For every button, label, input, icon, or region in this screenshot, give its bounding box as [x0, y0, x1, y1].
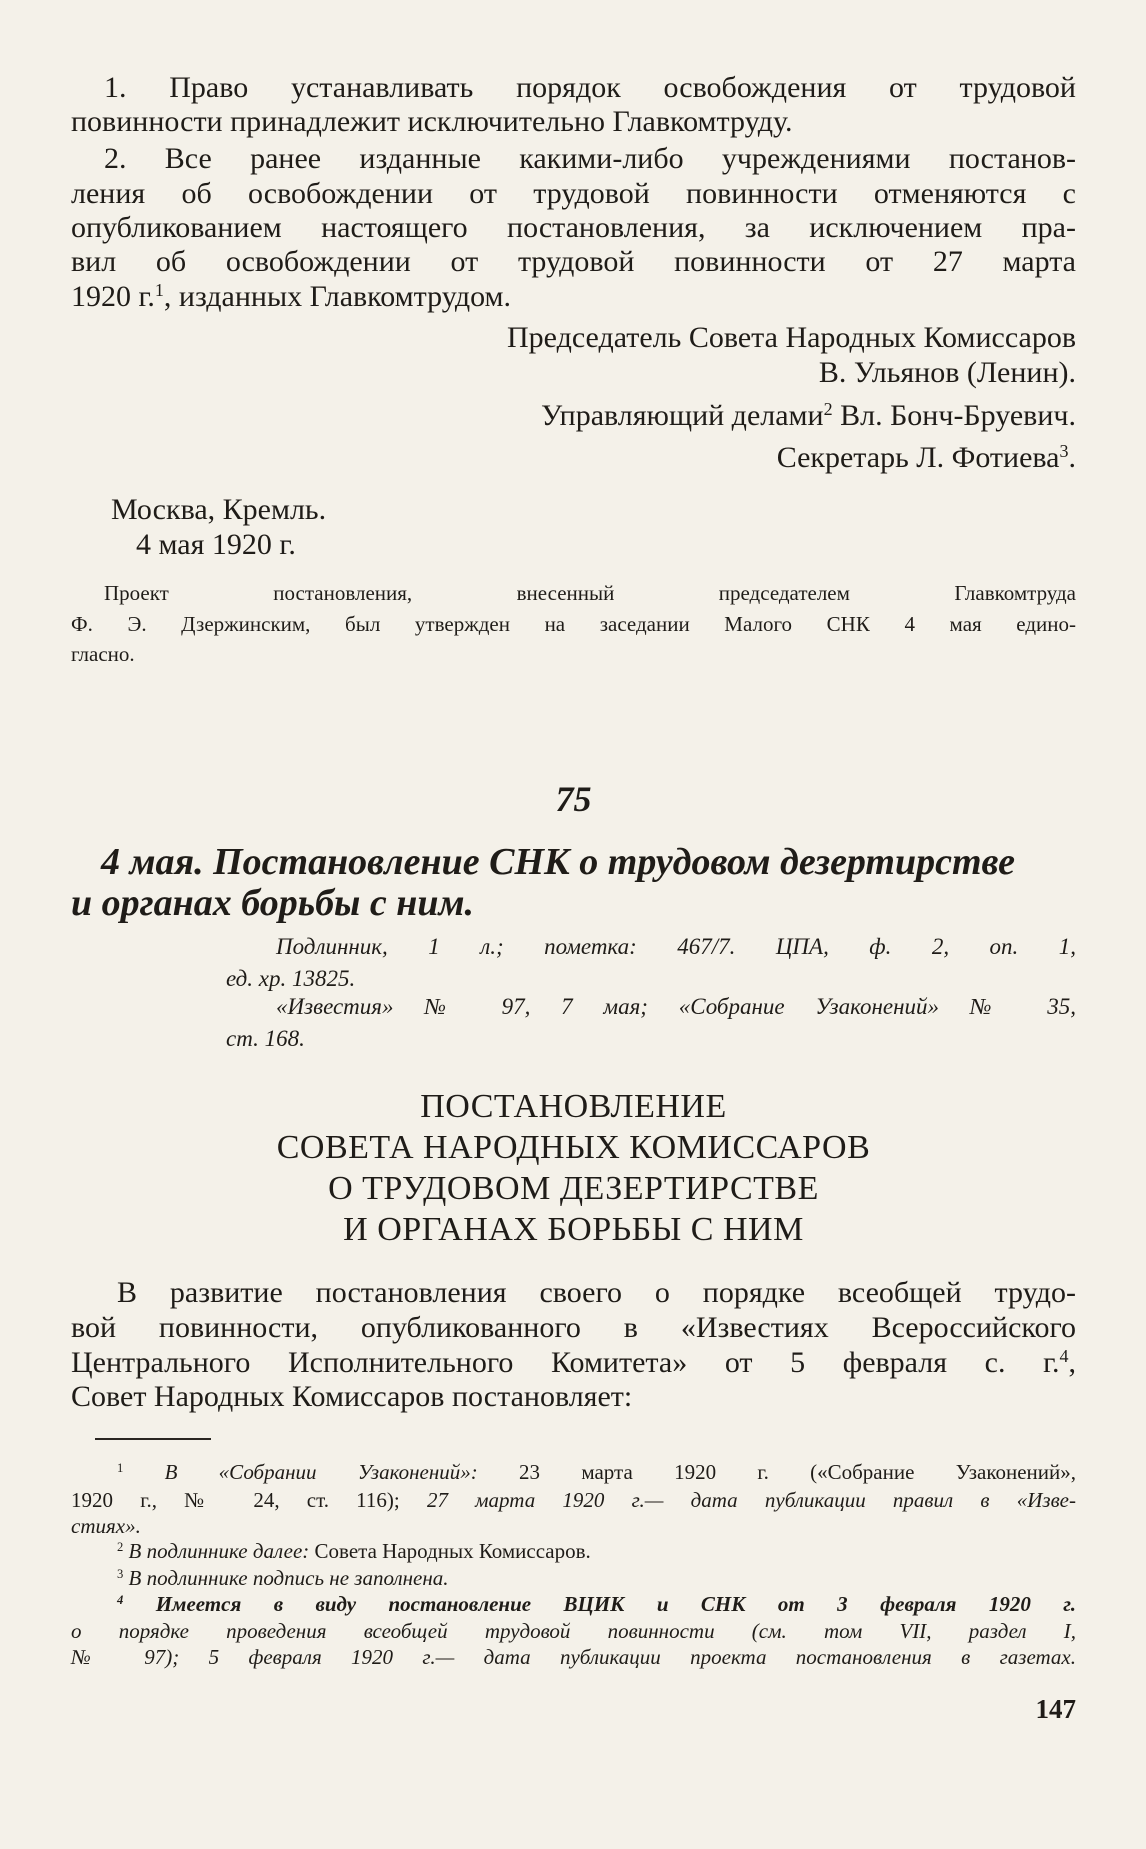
footnote-ref-1: 1	[154, 280, 164, 301]
paragraph-2-line: 2. Все ранее изданные какими-либо учреждениями постанов-	[104, 142, 1076, 175]
signing-place: Москва, Кремль.	[111, 493, 327, 526]
title-line: О ТРУДОВОМ ДЕЗЕРТИРСТВЕ	[328, 1170, 819, 1207]
intro-line: В развитие постановления своего о порядке всеобщей трудо-	[117, 1276, 1076, 1309]
note-line: Ф. Э. Дзержинским, был утвержден на заседании Малого СНК 4 мая едино-	[71, 612, 1076, 636]
footnote-4: $^4$ Имеется в виду постановление ВЦИК и СНК от 3 февраля 1920 г.	[117, 1592, 1076, 1616]
manager-signature: Управляющий делами$^2$ Вл. Бонч-Бруевич.	[541, 399, 1076, 432]
title-line: ПОСТАНОВЛЕНИЕ	[420, 1088, 727, 1125]
paragraph-2-line: ления об освобождении от трудовой повинности отменяются с	[71, 177, 1076, 210]
footnote-ref-3: 3	[1059, 441, 1069, 462]
document-number: 75	[555, 779, 592, 819]
source-line: «Известия» № 97, 7 мая; «Собрание Узаконений» № 35,	[276, 994, 1076, 1019]
source-line: Подлинник, 1 л.; пометка: 467/7. ЦПА, ф. 2, оп. 1,	[276, 934, 1076, 959]
signing-date: 4 мая 1920 г.	[136, 528, 296, 561]
footnote-divider	[95, 1438, 211, 1440]
footnote-3: $^3$ В подлиннике подпись не заполнена.	[117, 1566, 449, 1590]
source-line: ст. 168.	[226, 1026, 305, 1051]
chair-title: Председатель Совета Народных Комиссаров	[507, 321, 1076, 354]
footnote-4-line: о порядке проведения всеобщей трудовой повинности (см. том VII, раздел I,	[71, 1619, 1076, 1643]
intro-line: Центрального Исполнительного Комитета» от 5 февраля с. г.$^4$,	[71, 1346, 1076, 1379]
intro-line: Совет Народных Комиссаров постановляет:	[71, 1380, 633, 1413]
footnote-1-line: 1920 г., № 24, ст. 116); 27 марта 1920 г.— дата публикации правил в «Изве-	[71, 1488, 1076, 1512]
source-line: ед. хр. 13825.	[226, 966, 356, 991]
heading-line: и органах борьбы с ним.	[71, 882, 475, 924]
footnote-1-line: стиях».	[71, 1514, 141, 1538]
title-line: И ОРГАНАХ БОРЬБЫ С НИМ	[343, 1211, 804, 1248]
footnote-2: $^2$ В подлиннике далее: Совета Народных Комиссаров.	[117, 1539, 591, 1563]
paragraph-2-line: вил об освобождении от трудовой повинности от 27 марта	[71, 245, 1076, 278]
paragraph-1-line: повинности принадлежит исключительно Главкомтруду.	[71, 105, 793, 138]
footnote-1: $^1$ В «Собрании Узаконений»: 23 марта 1920 г. («Собрание Узаконений»,	[117, 1460, 1076, 1484]
footnote-ref-2: 2	[823, 399, 833, 420]
heading-line: 4 мая. Постановление СНК о трудовом дезертирстве	[101, 841, 1015, 883]
footnote-ref-4: 4	[1059, 1346, 1069, 1367]
intro-line: вой повинности, опубликованного в «Известиях Всероссийского	[71, 1311, 1076, 1344]
secretary-signature: Секретарь Л. Фотиева$^3$.	[776, 441, 1076, 474]
chair-name: В. Ульянов (Ленин).	[818, 356, 1076, 389]
paragraph-2-line: опубликованием настоящего постановления, за исключением пра-	[71, 211, 1076, 244]
paragraph-1-line: 1. Право устанавливать порядок освобождения от трудовой	[104, 71, 1076, 104]
title-line: СОВЕТА НАРОДНЫХ КОМИССАРОВ	[276, 1129, 871, 1166]
note-line: гласно.	[71, 642, 135, 666]
note-line: Проект постановления, внесенный председателем Главкомтруда	[104, 581, 1076, 605]
page-number: 147	[1035, 1694, 1076, 1724]
paragraph-2-line: 1920 г.$^1$, изданных Главкомтрудом.	[71, 280, 512, 313]
footnote-4-line: № 97); 5 февраля 1920 г.— дата публикации проекта постановления в газетах.	[71, 1645, 1076, 1669]
